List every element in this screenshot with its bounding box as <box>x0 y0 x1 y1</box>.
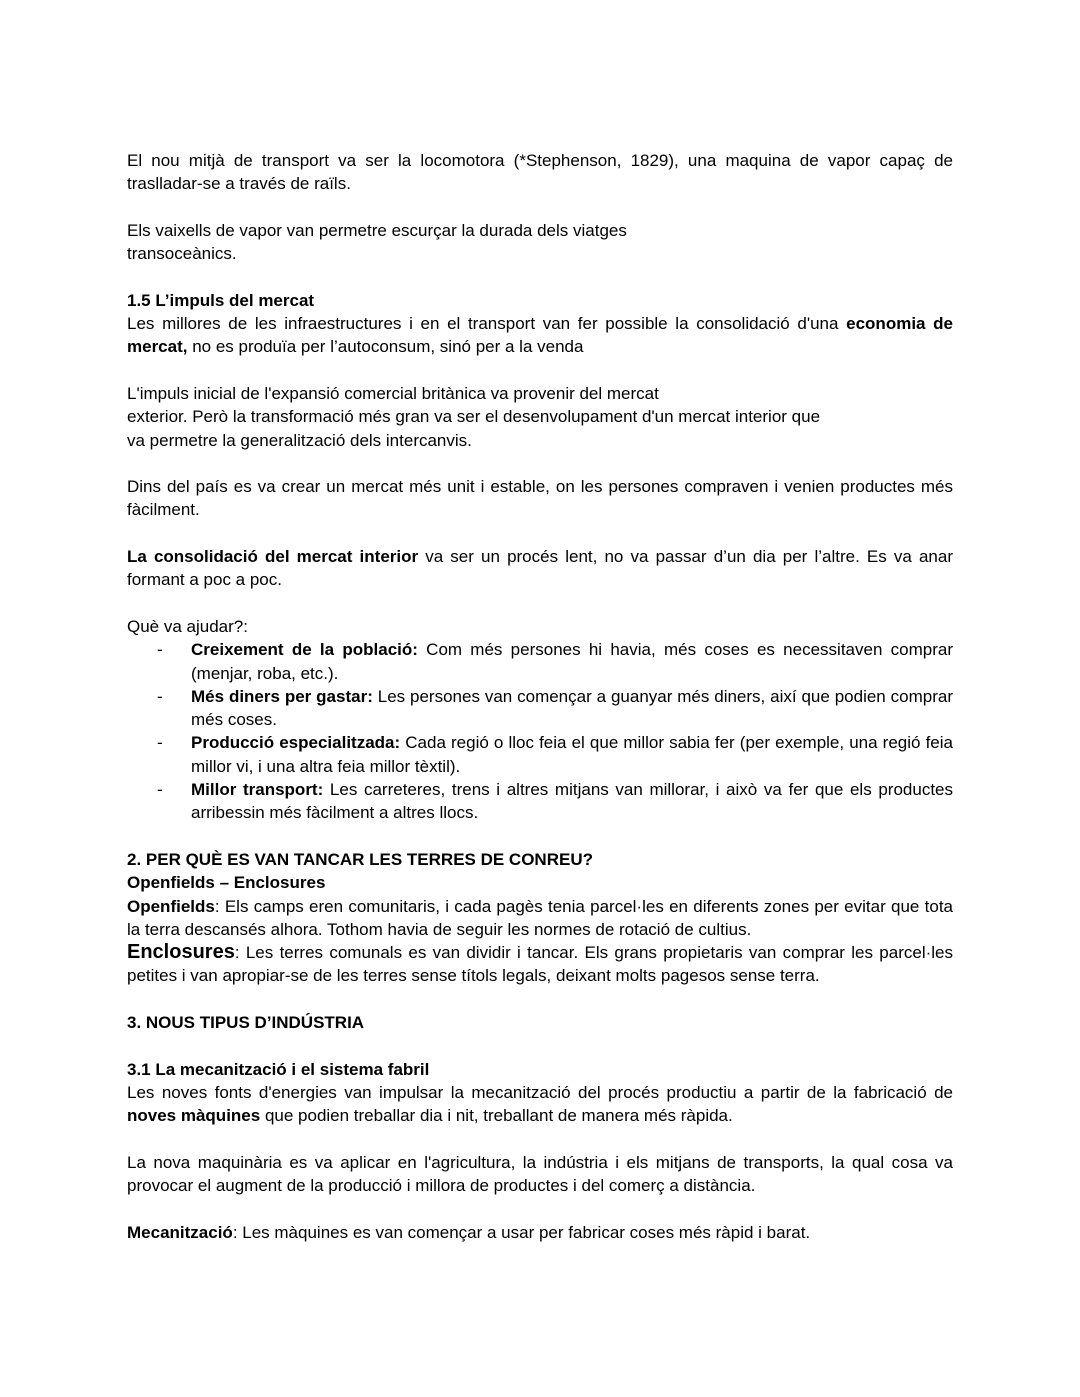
list-item <box>127 638 953 685</box>
list-item-title: Producció especialitzada: <box>191 733 401 753</box>
bold-term-large: Enclosures <box>127 941 235 964</box>
paragraph-vaixells <box>127 219 953 266</box>
heading-2-subtitle <box>127 871 953 894</box>
paragraph-enclosures <box>127 941 953 988</box>
list-item <box>127 685 953 732</box>
heading-3-1 <box>127 1058 953 1081</box>
paragraph-text: va ser un procés lent, no va passar d’un dia per l’altre. Es va anar formant a poc a poc. <box>127 547 953 590</box>
heading-2 <box>127 848 953 871</box>
paragraph-text: no es produïa per l’autoconsum, sinó per a la venda <box>187 337 584 357</box>
paragraph-line: L'impuls inicial de l'expansió comercial britànica va provenir del mercat <box>127 383 659 403</box>
paragraph-mecanitzacio <box>127 1221 953 1244</box>
list-item-text: Cada regió o lloc feia el que millor sabia fer (per exemple, una regió feia millor vi, i una altra feia millor tèxtil). <box>191 733 953 776</box>
heading-3-text: 3. NOUS TIPUS D’INDÚSTRIA <box>127 1012 365 1032</box>
paragraph-economia-mercat <box>127 312 953 359</box>
paragraph-text: que podien treballar dia i nit, treballant de manera més ràpida. <box>260 1106 733 1126</box>
dash-bullet: - <box>157 733 163 753</box>
paragraph-locomotora: El nou mitjà de transport va ser la locomotora (*Stephenson, 1829), una maquina de vapor capaç de traslladar-se a través de raïls. <box>127 151 953 194</box>
paragraph-openfields <box>127 895 953 942</box>
list-item-title: Millor transport: <box>191 780 324 800</box>
heading-2-subtitle-text: Openfields – Enclosures <box>127 873 326 893</box>
list-item <box>127 778 953 825</box>
paragraph-vaixells-line2: transoceànics. <box>127 244 237 264</box>
paragraph-text: : Les màquines es van començar a usar per fabricar coses més ràpid i barat. <box>232 1222 811 1242</box>
list-item-title: Creixement de la població: <box>191 640 418 660</box>
dash-bullet: - <box>157 640 163 660</box>
paragraph-text: : Les terres comunals es van dividir i tancar. Els grans propietaris van comprar les parcel·les petites i van apropiar-se de les terres sense títols legals, deixant molts pagesos sense terra. <box>127 943 953 986</box>
list-item-text: Les carreteres, trens i altres mitjans van millorar, i això va fer que els productes arribessin més fàcilment a altres llocs. <box>191 780 953 823</box>
paragraph-dins-pais: Dins del país es va crear un mercat més unit i estable, on les persones compraven i venien productes més fàcilment. <box>127 477 953 520</box>
paragraph-consolidacio <box>127 545 953 592</box>
paragraph-noves-fonts <box>127 1081 953 1128</box>
paragraph-vaixells-line1: Els vaixells de vapor van permetre escurçar la durada dels viatges <box>127 220 627 240</box>
bold-term: economia de mercat, <box>127 314 953 357</box>
bold-term: La consolidació del mercat interior <box>127 547 419 567</box>
paragraph-impuls-inicial <box>127 382 953 452</box>
dash-bullet: - <box>157 686 163 706</box>
bold-term: Openfields <box>127 896 215 916</box>
list-item-text: Com més persones hi havia, més coses es necessitaven comprar (menjar, roba, etc.). <box>191 640 953 683</box>
bold-term: noves màquines <box>127 1106 261 1126</box>
paragraph-line: exterior. Però la transformació més gran va ser el desenvolupament d'un mercat interior que <box>127 407 821 427</box>
paragraph-text: Les millores de les infraestructures i en el transport van fer possible la consolidació d'una <box>127 314 847 334</box>
paragraph-que-va-ajudar: Què va ajudar?: <box>127 616 248 636</box>
list-item-text: Les persones van començar a guanyar més diners, així que podien comprar més coses. <box>191 686 953 730</box>
document-body <box>127 149 953 1244</box>
bold-term: Mecanització <box>127 1222 233 1242</box>
paragraph-line: va permetre la generalització dels intercanvis. <box>127 430 472 450</box>
list-item-title: Més diners per gastar: <box>191 686 373 706</box>
paragraph-text: : Els camps eren comunitaris, i cada pagès tenia parcel·les en diferents zones per evitar que tota la terra descansés alhora. Tothom havia de seguir les normes de rotació de cultius. <box>127 896 953 939</box>
heading-3-1-text: 3.1 La mecanització i el sistema fabril <box>127 1059 430 1079</box>
heading-3 <box>127 1011 953 1034</box>
heading-2-text: 2. PER QUÈ ES VAN TANCAR LES TERRES DE CONREU? <box>127 849 593 869</box>
factors-list <box>127 638 953 824</box>
paragraph-nova-maquinaria: La nova maquinària es va aplicar en l'agricultura, la indústria i els mitjans de transports, la qual cosa va provocar el augment de la producció i millora de productes i del comerç a distància. <box>127 1152 953 1196</box>
dash-bullet: - <box>157 780 163 800</box>
list-item <box>127 731 953 778</box>
heading-1-5-text: 1.5 L’impuls del mercat <box>127 290 315 310</box>
heading-1-5 <box>127 289 953 312</box>
paragraph-text: Les noves fonts d'energies van impulsar la mecanització del procés productiu a partir de la fabricació de <box>127 1082 953 1102</box>
